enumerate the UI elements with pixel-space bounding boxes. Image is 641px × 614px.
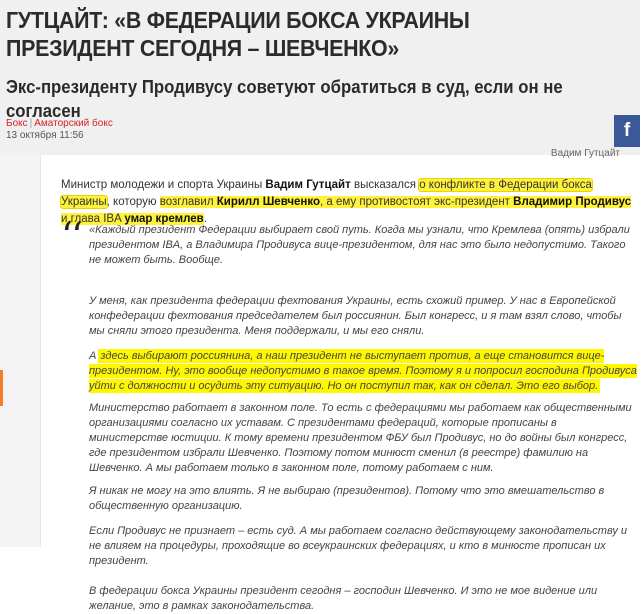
person-gutcait: Вадим Гутцайт bbox=[265, 179, 351, 191]
intro-text: возглавил bbox=[159, 196, 217, 208]
left-gutter bbox=[0, 155, 40, 547]
intro-text: высказался bbox=[350, 179, 420, 191]
facebook-icon: f bbox=[623, 120, 631, 141]
person-shevchenko: Кирилл Шевченко bbox=[216, 196, 320, 208]
photo-caption: Вадим Гутцайт bbox=[550, 148, 620, 159]
quote-mark-icon: ‘‘ bbox=[61, 214, 82, 258]
intro-text: , которую bbox=[106, 196, 160, 208]
highlight-russian-president: здесь выбирают россиянина, а наш президент не выступает против, а еще становится вице-президентом. Ну, это вообще недопустимо в такое время. Поэтому я и попросил господина Продивуса уйти с должности и осудить эту ситуацию. Но он поступил так, как он сделал. Это его выбор. bbox=[89, 350, 637, 392]
facebook-share-button[interactable] bbox=[614, 115, 640, 147]
person-kremlev: умар кремлев bbox=[124, 213, 204, 225]
article-body bbox=[40, 148, 640, 612]
quote-paragraph: В федерации бокса Украины президент сегодня – господин Шевченко. И это не мое видение или желание, это в рамках законодательства. bbox=[89, 585, 598, 612]
quote-text: А bbox=[89, 350, 100, 362]
side-accent-strip bbox=[0, 370, 3, 406]
quote-paragraph-highlighted bbox=[89, 349, 641, 394]
category-separator: | bbox=[29, 118, 33, 129]
intro-text: Министр молодежи и спорта Украины bbox=[61, 179, 266, 191]
quote-paragraph: Министерство работает в законном поле. То есть с федерациями мы работаем как общественными организациями согласно их уставам. С президентами федераций, которые прописаны в министерстве юстиции. К тому времени президентом ФБУ был Продивус, но до войны был конгресс, где президентом избрали Шевченко. Поэтому потом минюст сменил (в реестре) фамилию на Шевченко. А мы работаем только в законном поле, потому работаем с ним. bbox=[89, 402, 632, 474]
publish-date: 13 октября 11:56 bbox=[6, 130, 84, 141]
quote-paragraph: Если Продивус не признает – есть суд. А мы работаем согласно действующему законодательству и не влияем на процедуры, проходящие во всеукраинских федерациях, и кто в минюсте прописан их президент. bbox=[89, 525, 628, 567]
category-link-amateur-boxing[interactable]: Аматорский бокс bbox=[34, 118, 113, 129]
quote-paragraph: У меня, как президента федерации фехтования Украины, есть схожий пример. У нас в Европейской конфедерации фехтования председателем был россиянин. Был конгресс, и я там взял слово, чтобы мы сняли этого президента. Меня поддержали, и мы его сняли. bbox=[89, 295, 622, 337]
intro-text: , а ему противостоят экс-президент bbox=[319, 196, 514, 208]
intro-text: . bbox=[203, 213, 207, 225]
highlight-conflict: о конфликте в Федерации бокса Украины bbox=[61, 179, 592, 208]
category-link-boxing[interactable]: Бокс bbox=[6, 118, 28, 129]
intro-paragraph bbox=[61, 177, 636, 228]
headline: ГУТЦАЙТ: «В ФЕДЕРАЦИИ БОКСА УКРАИНЫ ПРЕЗИДЕНТ СЕГОДНЯ – ШЕВЧЕНКО» bbox=[6, 7, 470, 61]
article-header bbox=[0, 0, 640, 155]
quote-paragraph: Я никак не могу на это влиять. Я не выбираю (президентов). Потому что это вмешательство в общественную организацию. bbox=[89, 485, 605, 512]
subheadline: Экс-президенту Продивусу советуют обратиться в суд, если он не согласен bbox=[6, 77, 563, 121]
person-prodyvus: Владимир Продивус bbox=[513, 196, 632, 208]
intro-text: и глава IBA bbox=[61, 213, 125, 225]
quote-paragraph: «Каждый президент Федерации выбирает свой путь. Когда мы узнали, что Кремлева (опять) избрали президентом IBA, а Владимира Продивуса вице-президентом, для нас это было недопустимо. Такого не может быть. Вообще. bbox=[89, 224, 630, 266]
